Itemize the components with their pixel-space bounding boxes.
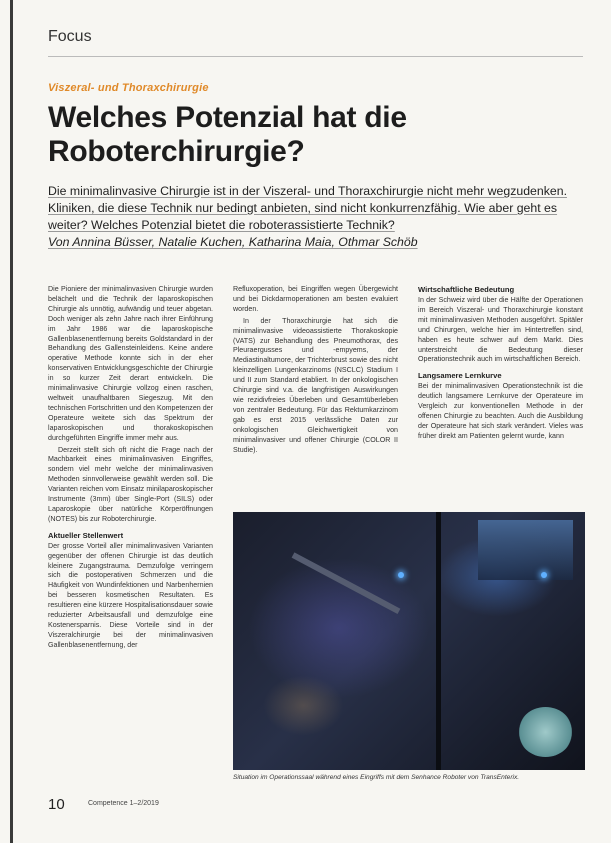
photo-caption: Situation im Operationssaal während eines Eingriffs mit dem Senhance Roboter von TransEnterix. xyxy=(233,774,520,781)
subheading-aktueller-stellenwert: Aktueller Stellenwert xyxy=(48,530,124,540)
body-column-2 xyxy=(233,285,398,457)
page-number: 10 xyxy=(48,796,65,813)
section-label: Focus xyxy=(48,28,92,45)
footer-issue: Competence 1–2/2019 xyxy=(88,800,159,807)
body-paragraph: Bei der minimalinvasiven Operationstechnik ist die deutlich langsamere Lernkurve der Operateure im Vergleich zur konventionellen Methode in der offenen Chirurgie zu beachten. Auch die Ausbildung der Operateure hat sich stark verändert. Vieles was früher direkt am Patienten gelernt wurde, kann xyxy=(418,382,583,440)
monitor-shape xyxy=(478,520,573,580)
subheading-langsamere-lernkurve: Langsamere Lernkurve xyxy=(418,371,502,381)
blue-light-icon xyxy=(541,572,547,578)
gloved-hand-shape xyxy=(518,707,573,757)
body-paragraph: Die Pioniere der minimalinvasiven Chirurgie wurden belächelt und die Technik der laparoskopischen Chirurgie als unnötig, aufwändig und teuer abgetan. Doch weniger als zehn Jahre nach ihrer Einführung im Jahr 1986 war die laparoskopische Gallenblasenentfernung bereits Goldstandard in der Behandlung des Gallensteinleidens. Keine andere operative Methode konnte sich in der eher konservativen Entwicklungsgeschichte der Chirurgie in so kurzer Zeit derart entwickeln. Die minimalinvasive Chirurgie vollzog einen raschen, weltweit unaufhaltbaren Siegeszug. Mit den technischen Fortschritten und den Kompetenzen der Operateure weitete sich das Spektrum der laparoskopischen und thorakoskopischen durchgeführten Eingriffe immer mehr aus. xyxy=(48,285,213,442)
body-paragraph: Derzeit stellt sich oft nicht die Frage nach der Machbarkeit eines minimalinvasiven Eingriffes, sondern viel mehr welche der minimalinvasiven Methoden sinnvollerweise gewählt werden soll. Die Varianten reichen vom Einsatz minilaparoskopischer Instrumente (3mm) über Single-Port (SILS) oder Laparoskopie über natürliche Körperöffnungen (NOTES) bis zur Roboterchirurgie. xyxy=(48,445,213,523)
blue-light-icon xyxy=(398,572,404,578)
body-column-3 xyxy=(418,285,583,444)
body-paragraph: In der Thoraxchirurgie hat sich die minimalinvasive videoassistierte Thorakoskopie (VATS) zur Behandlung des Pneumothorax, des Pleuraergusses und -empyems, der Mediastinaltumore, der Trichterbrust sowie des nicht kleinzelligen Lungenkarzinoms (NSCLC) Stadium I und II zum Standard etabliert. In der onkologischen Chirurgie sind v.a. die langfristigen Auswirkungen wie rezidivfreies Überleben und Gesamtüberleben von zentraler Bedeutung. Für das Rektumkarzinom gab es erst 2015 verlässliche Daten zur onkologischen Gleichwertigkeit von minimalinvasiver und offener Chirurgie (COLOR II Studie). xyxy=(233,316,398,454)
article-authors: Von Annina Büsser, Natalie Kuchen, Katharina Maia, Othmar Schöb xyxy=(48,235,418,249)
article-lead xyxy=(48,183,588,251)
body-column-1 xyxy=(48,285,213,653)
body-paragraph: Refluxoperation, bei Eingriffen wegen Übergewicht und bei Dickdarmoperationen am besten evaluiert worden. xyxy=(233,285,398,313)
body-paragraph: Der grosse Vorteil aller minimalinvasiven Varianten gegenüber der offenen Chirurgie ist das deutlich kleinere Zugangstrauma. Demzufolge verringern sich die postoperativen Schmerzen und die Häufigkeit von Wundinfektionen und Narbenhernien bei besseren kosmetischen Resultaten. Es resultieren eine kürzere Hospitalisationsdauer sowie reduzierter Arbeitsausfall und demzufolge eine Kostenersparnis. Diese Vorteile sind in der Viszeralchirurgie bei der minimalinvasiven Gallenblasenentfernung, der xyxy=(48,541,213,649)
lead-text: Die minimalinvasive Chirurgie ist in der Viszeral- und Thoraxchirurgie nicht mehr wegzudenken. Kliniken, die diese Technik nur bedingt anbieten, sind nicht konkurrenzfähig. Wie aber geht es weiter? Welches Potenzial bietet die roboterassistierte Technik? xyxy=(48,184,567,232)
section-divider xyxy=(48,56,583,57)
left-margin-rule xyxy=(10,0,13,843)
article-headline: Welches Potenzial hat die Roboterchirurgie? xyxy=(48,101,407,168)
photo-divider-frame xyxy=(436,512,441,770)
operating-room-photo xyxy=(233,512,585,770)
article-kicker: Viszeral- und Thoraxchirurgie xyxy=(48,82,209,94)
subheading-wirtschaftliche-bedeutung: Wirtschaftliche Bedeutung xyxy=(418,285,515,294)
body-paragraph: In der Schweiz wird über die Hälfte der Operationen im Bereich Viszeral- und Thoraxchirurgie konstant mit minimalinvasiven Methoden ausgeführt. Spitäler und Chirurgen, welche hier im Hintertreffen sind, haben es heute schwer auf dem Markt. Dies unterstreicht die Bedeutung dieser Operationstechnik auch im wirtschaftlichen Bereich. xyxy=(418,296,583,364)
robot-arm-shape xyxy=(292,552,401,614)
